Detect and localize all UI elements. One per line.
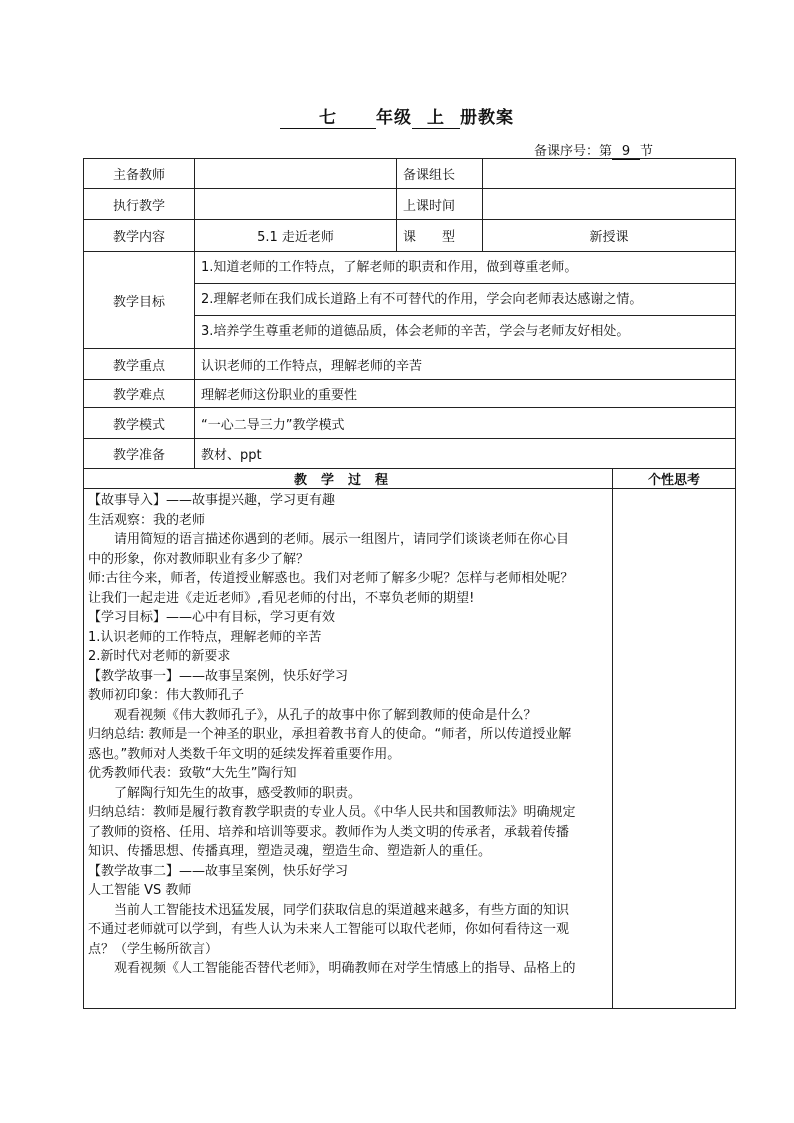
process-line: 了解陶行知先生的故事，感受教师的职责。: [114, 785, 362, 801]
main-teacher-field[interactable]: [195, 159, 397, 189]
exec-teaching-label: 执行教学: [84, 189, 195, 220]
content-label: 教学内容: [84, 220, 195, 252]
process-line: 2.新时代对老师的新要求: [88, 649, 231, 664]
mode-label: 教学模式: [84, 408, 195, 439]
process-line: 点？（学生畅所欲言）: [88, 941, 219, 957]
lesson-plan-table: [83, 158, 736, 1009]
process-line: 观看视频《人工智能能否替代老师》，明确教师在对学生情感上的指导、品格上的: [114, 961, 576, 976]
process-line: 请用简短的语言描述你遇到的老师。展示一组图片，请同学们谈谈老师在你心目: [114, 532, 570, 547]
type-label: 课 型: [397, 220, 483, 252]
process-header: 教学过程: [84, 469, 613, 489]
process-line: 生活观察：我的老师: [88, 512, 206, 528]
focus-label: 教学重点: [84, 349, 195, 380]
page-title: [0, 103, 794, 129]
process-line: 中的形象，你对教师职业有多少了解？: [88, 551, 310, 567]
goal-item: 1.知道老师的工作特点，了解老师的职责和作用，做到尊重老师。: [195, 252, 735, 284]
lesson-number-suffix: 节: [640, 144, 654, 159]
process-line: 观看视频《伟大教师孔子》，从孔子的故事中你了解到教师的使命是什么？: [114, 707, 537, 723]
process-section-heading: 【教学故事一】——故事呈案例，快乐好学习: [88, 668, 349, 684]
goal-item: 2.理解老师在我们成长道路上有不可替代的作用，学会向老师表达感谢之情。: [195, 284, 735, 316]
difficulty-label: 教学难点: [84, 380, 195, 408]
process-section-heading: 【学习目标】——心中有目标，学习更有效: [88, 610, 336, 625]
process-line: 归纳总结：教师是履行教育教学职责的专业人员。《中华人民共和国教师法》明确规定: [88, 805, 576, 820]
process-section-heading: 【教学故事二】——故事呈案例，快乐好学习: [88, 863, 349, 879]
class-time-label: 上课时间: [397, 189, 483, 220]
difficulty-value: 理解老师这份职业的重要性: [195, 380, 736, 408]
process-line: 优秀教师代表：致敬“大先生”陶行知: [88, 766, 297, 781]
process-line: 师:古往今来，师者，传道授业解惑也。我们对老师了解多少呢？怎样与老师相处呢？: [88, 571, 574, 586]
grade-value: 七: [280, 103, 376, 129]
term-suffix: 册教案: [460, 108, 514, 128]
reflection-column[interactable]: [613, 489, 736, 1009]
group-leader-label: 备课组长: [397, 159, 483, 189]
process-line: 让我们一起走进《走近老师》,看见老师的付出，不辜负老师的期望!: [88, 590, 475, 606]
goals-list: [195, 252, 736, 349]
goal-item: 3.培养学生尊重老师的道德品质，体会老师的辛苦，学会与老师友好相处。: [201, 324, 630, 339]
lesson-number-value: 9: [612, 144, 640, 160]
focus-value: 认识老师的工作特点，理解老师的辛苦: [195, 349, 736, 380]
lesson-number-label: 备课序号：第: [534, 144, 613, 159]
process-body: [84, 489, 613, 1009]
process-line: 当前人工智能技术迅猛发展，同学们获取信息的渠道越来越多，有些方面的知识: [114, 902, 570, 918]
process-line: 人工智能 VS 教师: [88, 883, 192, 898]
process-line: 归纳总结: 教师是一个神圣的职业，承担着教书育人的使命。“师者，所以传道授业解: [88, 727, 572, 742]
type-value: 新授课: [483, 220, 736, 252]
reflection-header: 个性思考: [613, 469, 736, 489]
exec-teaching-field[interactable]: [195, 189, 397, 220]
process-section-heading: 【故事导入】——故事提兴趣，学习更有趣: [88, 493, 336, 508]
mode-value: “一心二导三力”教学模式: [195, 408, 736, 439]
group-leader-field[interactable]: [483, 159, 736, 189]
process-line: 不通过老师就可以学到，有些人认为未来人工智能可以取代老师，你如何看待这一观: [88, 922, 570, 937]
process-line: 知识、传播思想、传播真理，塑造灵魂，塑造生命、塑造新人的重任。: [88, 844, 492, 859]
process-line: 教师初印象：伟大教师孔子: [88, 688, 245, 703]
prep-label: 教学准备: [84, 439, 195, 469]
process-line: 惑也。”教师对人类数千年文明的延续发挥着重要作用。: [88, 746, 401, 762]
grade-suffix: 年级: [376, 108, 412, 128]
class-time-field[interactable]: [483, 189, 736, 220]
goals-label: 教学目标: [84, 252, 195, 349]
prep-value: 教材、ppt: [195, 439, 736, 469]
content-value: 5.1 走近老师: [195, 220, 397, 252]
main-teacher-label: 主备教师: [84, 159, 195, 189]
process-line: 了教师的资格、任用、培养和培训等要求。教师作为人类文明的传承者，承载着传播: [88, 824, 570, 840]
term-value: 上: [412, 103, 460, 129]
process-line: 1.认识老师的工作特点，理解老师的辛苦: [88, 629, 322, 645]
lesson-number: [534, 140, 653, 160]
